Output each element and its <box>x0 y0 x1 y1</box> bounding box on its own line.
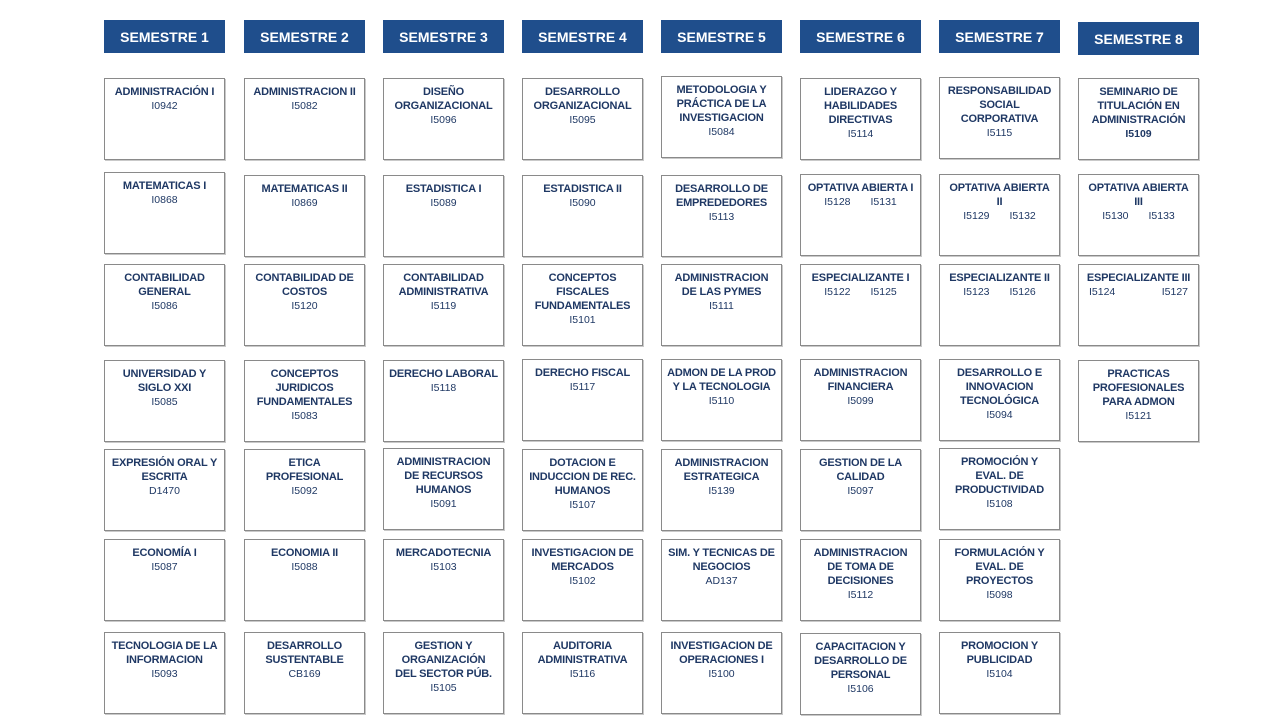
course-code: I5113 <box>708 211 735 223</box>
course-name: ESTADISTICA II <box>543 183 622 195</box>
course-name: DERECHO LABORAL <box>389 368 498 380</box>
course-code: I5109 <box>1125 128 1152 140</box>
course-card <box>800 78 921 160</box>
course-code: I5125 <box>870 286 897 298</box>
course-name: ESPECIALIZANTE III <box>1086 272 1191 284</box>
course-code: I5092 <box>291 485 318 497</box>
course-card <box>244 175 365 257</box>
course-name: ADMINISTRACION DE RECURSOS HUMANOS <box>396 456 491 496</box>
course-code: I5115 <box>986 127 1013 139</box>
course-card <box>104 632 225 714</box>
course-card <box>939 174 1060 256</box>
course-card <box>522 264 643 346</box>
course-code: I5129 <box>963 210 990 222</box>
course-card <box>522 359 643 441</box>
course-name: ADMINISTRACION ESTRATEGICA <box>674 457 769 483</box>
course-card <box>383 448 504 530</box>
course-name: LIDERAZGO Y HABILIDADES DIRECTIVAS <box>824 86 897 126</box>
course-card <box>104 172 225 254</box>
course-name: DISEÑO ORGANIZACIONAL <box>394 86 493 112</box>
course-code: I5089 <box>430 197 457 209</box>
course-code: I5124 <box>1089 286 1116 298</box>
course-name: CAPACITACION Y DESARROLLO DE PERSONAL <box>814 641 907 681</box>
course-code: I5099 <box>847 395 874 407</box>
course-name: CONTABILIDAD GENERAL <box>124 272 205 298</box>
course-code: I5091 <box>430 498 457 510</box>
course-name: ADMON DE LA PROD Y LA TECNOLOGIA <box>667 367 776 393</box>
course-name: ECONOMÍA I <box>132 547 197 559</box>
course-name: CONTABILIDAD DE COSTOS <box>255 272 354 298</box>
course-code: I0942 <box>151 100 178 112</box>
course-card <box>244 264 365 346</box>
course-code: AD137 <box>705 575 738 587</box>
course-card <box>939 448 1060 530</box>
course-code: I5094 <box>986 409 1013 421</box>
course-name: DESARROLLO SUSTENTABLE <box>265 640 344 666</box>
course-code: I5097 <box>847 485 874 497</box>
course-code: I5095 <box>569 114 596 126</box>
course-code: I5096 <box>430 114 457 126</box>
course-name: PRACTICAS PROFESIONALES PARA ADMON <box>1092 368 1185 408</box>
course-card <box>244 539 365 621</box>
course-codes <box>944 209 1055 223</box>
course-card <box>104 264 225 346</box>
course-code: I5132 <box>1009 210 1036 222</box>
course-name: CONTABILIDAD ADMINISTRATIVA <box>398 272 489 298</box>
course-code: I5119 <box>430 300 457 312</box>
course-card <box>661 264 782 346</box>
course-card <box>244 449 365 531</box>
course-card <box>1078 174 1199 256</box>
course-name: AUDITORIA ADMINISTRATIVA <box>537 640 628 666</box>
course-code: I5084 <box>708 126 735 138</box>
course-name: PROMOCIÓN Y EVAL. DE PRODUCTIVIDAD <box>954 456 1045 496</box>
semester-header: SEMESTRE 7 <box>939 20 1060 53</box>
course-code: I5133 <box>1148 210 1175 222</box>
course-code: I5103 <box>430 561 457 573</box>
course-card <box>104 449 225 531</box>
course-name: OPTATIVA ABIERTA III <box>1088 182 1189 208</box>
course-name: OPTATIVA ABIERTA II <box>949 182 1050 208</box>
course-code: I5090 <box>569 197 596 209</box>
course-name: ETICA PROFESIONAL <box>265 457 344 483</box>
course-card <box>522 78 643 160</box>
course-card <box>800 359 921 441</box>
course-card <box>661 632 782 714</box>
course-code: D1470 <box>149 485 180 497</box>
course-card <box>383 175 504 257</box>
course-name: ESPECIALIZANTE I <box>811 272 910 284</box>
course-card <box>522 449 643 531</box>
course-card <box>244 78 365 160</box>
course-code: I5106 <box>847 683 874 695</box>
course-code: I5102 <box>569 575 596 587</box>
course-card <box>661 449 782 531</box>
course-code: I5116 <box>569 668 596 680</box>
course-name: DOTACION E INDUCCION DE REC. HUMANOS <box>529 457 636 497</box>
course-name: GESTION Y ORGANIZACIÓN DEL SECTOR PÚB. <box>395 640 492 680</box>
course-name: FORMULACIÓN Y EVAL. DE PROYECTOS <box>954 547 1045 587</box>
course-name: ADMINISTRACION DE TOMA DE DECISIONES <box>813 547 908 587</box>
course-name: EXPRESIÓN ORAL Y ESCRITA <box>111 457 218 483</box>
course-name: OPTATIVA ABIERTA I <box>807 182 914 194</box>
semester-header: SEMESTRE 5 <box>661 20 782 53</box>
course-card <box>939 264 1060 346</box>
course-name: DESARROLLO E INNOVACION TECNOLÓGICA <box>957 367 1042 407</box>
course-name: UNIVERSIDAD Y SIGLO XXI <box>122 368 207 394</box>
course-code: I0868 <box>151 194 178 206</box>
course-code: I5098 <box>986 589 1013 601</box>
course-code: CB169 <box>288 668 321 680</box>
course-name: ESPECIALIZANTE II <box>949 272 1050 284</box>
course-card <box>244 360 365 442</box>
course-name: DERECHO FISCAL <box>535 367 630 379</box>
course-name: TECNOLOGIA DE LA INFORMACION <box>111 640 218 666</box>
course-card <box>939 359 1060 441</box>
course-code: I5082 <box>291 100 318 112</box>
course-code: I5123 <box>963 286 990 298</box>
course-name: CONCEPTOS JURIDICOS FUNDAMENTALES <box>256 368 353 408</box>
course-code: I5139 <box>708 485 735 497</box>
course-codes <box>1083 285 1194 299</box>
course-name: PROMOCION Y PUBLICIDAD <box>960 640 1039 666</box>
course-code: I5100 <box>708 668 735 680</box>
course-code: I5110 <box>708 395 735 407</box>
course-code: I5128 <box>824 196 851 208</box>
course-card <box>939 77 1060 159</box>
course-card <box>522 632 643 714</box>
course-name: ADMINISTRACION DE LAS PYMES <box>674 272 769 298</box>
course-code: I5088 <box>291 561 318 573</box>
course-code: I5114 <box>847 128 874 140</box>
course-code: I5120 <box>291 300 318 312</box>
course-card <box>522 175 643 257</box>
course-card <box>661 539 782 621</box>
course-name: ESTADISTICA I <box>405 183 482 195</box>
course-card <box>383 78 504 160</box>
course-code: I5121 <box>1125 410 1152 422</box>
course-code: I5086 <box>151 300 178 312</box>
semester-header: SEMESTRE 8 <box>1078 22 1199 55</box>
course-code: I5117 <box>569 381 596 393</box>
course-card <box>939 632 1060 714</box>
course-name: DESARROLLO ORGANIZACIONAL <box>533 86 632 112</box>
course-name: RESPONSABILIDAD SOCIAL CORPORATIVA <box>947 85 1052 125</box>
course-code: I5093 <box>151 668 178 680</box>
course-name: SIM. Y TECNICAS DE NEGOCIOS <box>668 547 775 573</box>
course-card <box>244 632 365 714</box>
course-name: ADMINISTRACION FINANCIERA <box>813 367 908 393</box>
course-card <box>522 539 643 621</box>
course-code: I5105 <box>430 682 457 694</box>
course-card <box>661 175 782 257</box>
course-name: DESARROLLO DE EMPREDEDORES <box>675 183 768 209</box>
course-name: ECONOMIA II <box>270 547 339 559</box>
course-name: ADMINISTRACION II <box>253 86 356 98</box>
course-card <box>383 264 504 346</box>
course-codes <box>805 285 916 299</box>
course-card <box>800 539 921 621</box>
course-card <box>383 360 504 442</box>
course-card <box>1078 78 1199 160</box>
course-card <box>104 78 225 160</box>
course-code: I0869 <box>291 197 318 209</box>
course-codes <box>944 285 1055 299</box>
course-name: GESTION DE LA CALIDAD <box>819 457 902 483</box>
course-code: I5118 <box>430 382 457 394</box>
course-card <box>800 264 921 346</box>
course-card <box>104 539 225 621</box>
course-card <box>800 633 921 715</box>
semester-header: SEMESTRE 1 <box>104 20 225 53</box>
course-code: I5127 <box>1161 286 1188 298</box>
course-name: ADMINISTRACIÓN I <box>114 86 215 98</box>
course-name: MATEMATICAS II <box>261 183 348 195</box>
course-card <box>661 76 782 158</box>
semester-header: SEMESTRE 3 <box>383 20 504 53</box>
course-name: METODOLOGIA Y PRÁCTICA DE LA INVESTIGACION <box>676 84 767 124</box>
course-name: CONCEPTOS FISCALES FUNDAMENTALES <box>534 272 631 312</box>
course-name: MERCADOTECNIA <box>395 547 492 559</box>
course-code: I5111 <box>709 300 734 312</box>
course-card <box>939 539 1060 621</box>
course-code: I5101 <box>569 314 596 326</box>
course-code: I5126 <box>1009 286 1036 298</box>
course-code: I5131 <box>870 196 897 208</box>
semester-header: SEMESTRE 4 <box>522 20 643 53</box>
course-code: I5107 <box>569 499 596 511</box>
course-name: SEMINARIO DE TITULACIÓN EN ADMINISTRACIÓN <box>1091 86 1186 126</box>
course-code: I5083 <box>291 410 318 422</box>
course-code: I5104 <box>986 668 1013 680</box>
course-code: I5122 <box>824 286 851 298</box>
course-code: I5087 <box>151 561 178 573</box>
course-card <box>800 174 921 256</box>
course-card <box>383 539 504 621</box>
course-card <box>104 360 225 442</box>
course-card <box>1078 264 1199 346</box>
course-name: INVESTIGACION DE MERCADOS <box>531 547 634 573</box>
course-code: I5108 <box>986 498 1013 510</box>
semester-header: SEMESTRE 2 <box>244 20 365 53</box>
course-card <box>661 359 782 441</box>
course-name: MATEMATICAS I <box>122 180 207 192</box>
course-codes <box>1083 209 1194 223</box>
course-codes <box>805 195 916 209</box>
course-code: I5085 <box>151 396 178 408</box>
course-card <box>383 632 504 714</box>
course-code: I5112 <box>847 589 874 601</box>
course-card <box>800 449 921 531</box>
semester-header: SEMESTRE 6 <box>800 20 921 53</box>
course-card <box>1078 360 1199 442</box>
course-name: INVESTIGACION DE OPERACIONES I <box>670 640 773 666</box>
course-code: I5130 <box>1102 210 1129 222</box>
